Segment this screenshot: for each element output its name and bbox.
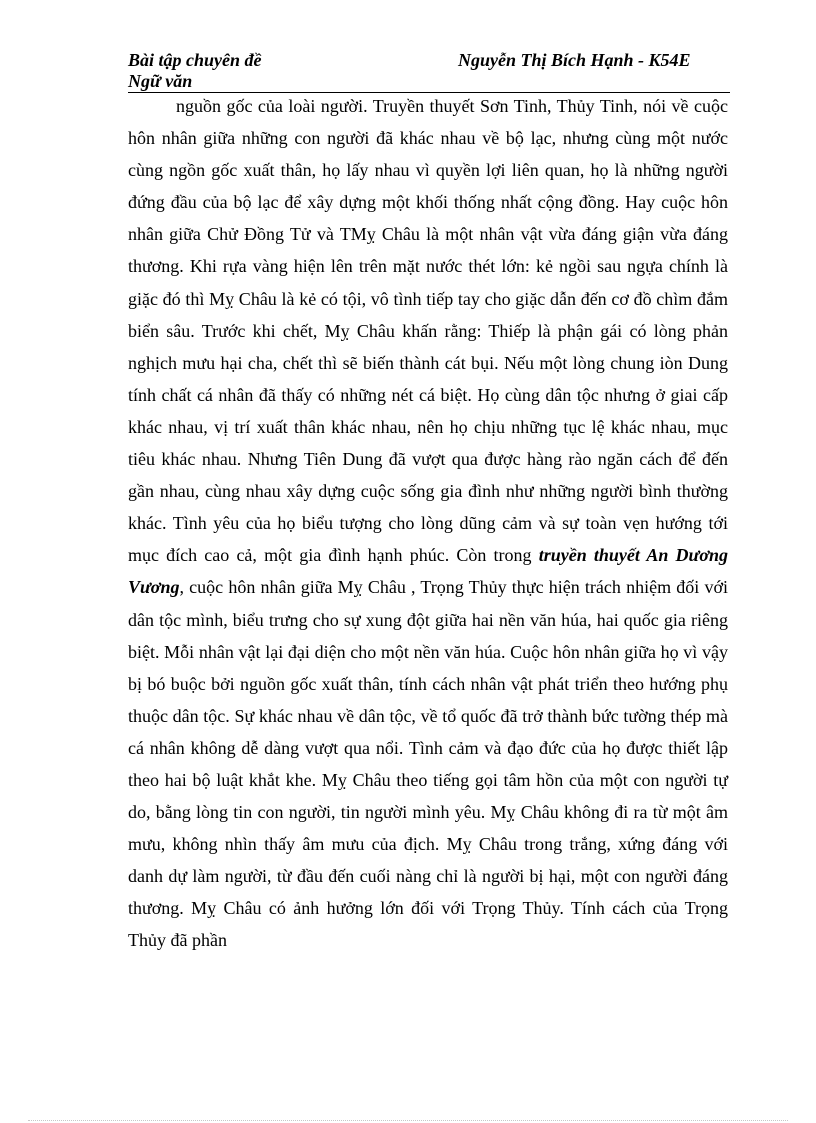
page-bottom-divider xyxy=(28,1120,788,1121)
header-author: Nguyễn Thị Bích Hạnh - K54E xyxy=(458,50,691,70)
body-text-part1: nguồn gốc của loài người. Truyền thuyết Sơn Tinh, Thủy Tinh, nói về cuộc hôn nhân giữa những con người đã khác nhau về bộ lạc, nhưng cùng một nước cùng ngồn gốc xuất thân, họ lấy nhau vì quyền lợi liên quan, họ là những người đứng đầu của bộ lạc để xây dựng một khối thống nhất cộng đồng. Hay cuộc hôn nhân giữa Chử Đồng Tử và TMỵ Châu là một nhân vật vừa đáng giận vừa đáng thương. Khi rựa vàng hiện lên trên mặt nước thét lớn: kẻ ngồi sau ngựa chính là giặc đó thì Mỵ Châu là kẻ có tội, vô tình tiếp tay cho giặc dẫn đến cơ đồ chìm đắm biển sâu. Trước khi chết, Mỵ Châu khấn rằng: Thiếp là phận gái có lòng phản nghịch mưu hại cha, chết thì sẽ biến thành cát bụi. Nếu một lòng chung iòn Dung tính chất cá nhân đã thấy có những nét cá biệt. Họ cùng dân tộc nhưng ở giai cấp khác nhau, vị trí xuất thân khác nhau, nên họ chịu những tục lệ khác nhau, mục tiêu khác nhau. Nhưng Tiên Dung đã vượt qua được hàng rào ngăn cách để đến gần nhau, cùng nhau xây dựng cuộc sống gia đình như những người bình thường khác. Tình yêu của họ biểu tượng cho lòng dũng cảm và sự toàn vẹn hướng tới mục đích cao cả, một gia đình hạnh phúc. Còn trong xyxy=(128,96,728,566)
emphasis-title: truyền thuyết An Dương Vương xyxy=(128,545,728,598)
header-subject-line1: Bài tập chuyên đề xyxy=(128,50,262,70)
body-text-part2: , cuộc hôn nhân giữa Mỵ Châu , Trọng Thủy thực hiện trách nhiệm đối với dân tộc mình, biểu trưng cho sự xung đột giữa hai nền văn húa, hai quốc gia riêng biệt. Mỗi nhân vật lại đại diện cho một nền văn húa. Cuộc hôn nhân giữa họ vì vậy bị bó buộc bởi nguồn gốc xuất thân, tính cách nhân vật phát triển theo hướng phụ thuộc dân tộc. Sự khác nhau về dân tộc, về tổ quốc đã trở thành bức tường thép mà cá nhân không dễ dàng vượt qua nổi. Tình cảm và đạo đức của họ được thiết lập theo hai bộ luật khắt khe. Mỵ Châu theo tiếng gọi tâm hồn của một con người tự do, bằng lòng tin con người, tin người mình yêu. Mỵ Châu không đi ra từ một âm mưu, không nhìn thấy âm mưu của địch. Mỵ Châu trong trắng, xứng đáng với danh dự làm người, từ đầu đến cuối nàng chỉ là người bị hại, một con người đáng thương. Mỵ Châu có ảnh hưởng lớn đối với Trọng Thủy. Tính cách của Trọng Thủy đã phần xyxy=(128,577,728,951)
body-paragraph xyxy=(128,90,728,957)
document-body xyxy=(128,90,728,957)
page-header xyxy=(128,50,730,93)
header-subject-line2: Ngữ văn xyxy=(128,71,193,91)
header-subject xyxy=(128,50,262,92)
